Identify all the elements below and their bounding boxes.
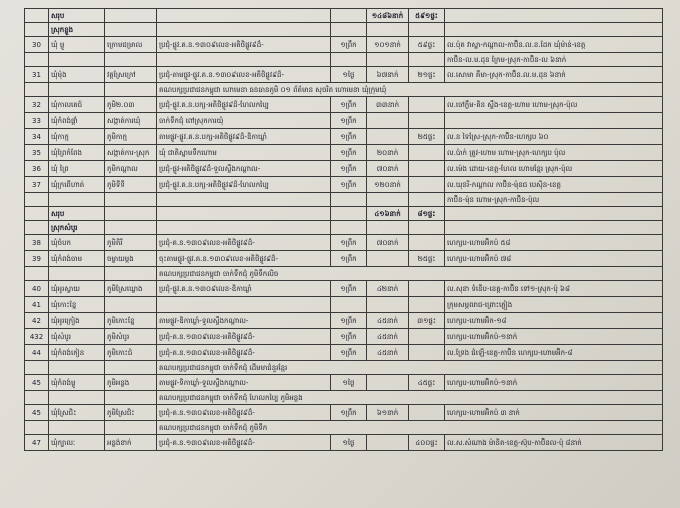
note-cell: ល.ប៉ុត វាស្នា-កណ្តាល-កាប៊ិន.ល.ខ.ដែក ឃុំម៉ាន់-ខេត្ត <box>445 37 663 53</box>
houses-cell <box>409 235 445 251</box>
table-row <box>25 361 663 375</box>
note-cell: ល.ប៉ាក់ ត្រូវ-ហោម ហោម-ស្រុក-ហេក្សប ប៉ុល <box>445 145 663 161</box>
note-cell: ល.ឃុនរី-កណ្តាល កាប៊ិន-ម៉ុនជ បេស៊ិន-ខេត្ត <box>445 177 663 193</box>
commune-cell: ឃុំ ម្លូ <box>49 37 105 53</box>
village-cell: ភូមិអន្លង <box>105 375 157 391</box>
time-cell: ១ព្រឹក <box>331 251 367 267</box>
table-row <box>25 375 663 391</box>
row-number: 33 <box>25 113 49 129</box>
section-summary-row <box>25 207 663 221</box>
row-number: 36 <box>25 161 49 177</box>
section-district: ស្រុកខ្លួង <box>49 23 105 37</box>
village-cell <box>105 297 157 313</box>
note-cell: ហេក្សប-ហោមអ៊ិកប៉-១នាក់ <box>445 329 663 345</box>
route-cell: ប្រជុំ-គ.ន.១៣០៩លេខ-អតិថិផ្លូវ៩ដ៏- <box>157 235 331 251</box>
merged-note-cell: គណបក្សប្រជាជនកម្ពុជា ចាក់ទឹកជុំ ដើមមាជំនួរខ្មែរ <box>157 361 663 375</box>
commune-cell: ឃុំចំបក <box>49 235 105 251</box>
commune-cell: ឃុំកំពង់ម្លូ <box>49 375 105 391</box>
section-label: សរុប <box>49 9 105 23</box>
houses-cell <box>409 329 445 345</box>
people-cell: ៧០នាក់ <box>367 161 409 177</box>
people-cell: ៤៥នាក់ <box>367 345 409 361</box>
village-cell: សង្កាត់ការឃុំ <box>105 113 157 129</box>
route-cell: តាមផ្លូវ-ឌិកាឃ្លាំ-ទួលស្ទឹងកណ្តាល- <box>157 313 331 329</box>
people-cell: ៤៥នាក់ <box>367 329 409 345</box>
row-number: 37 <box>25 177 49 193</box>
commune-cell <box>49 53 105 67</box>
row-number: 41 <box>25 297 49 313</box>
time-cell: ១ព្រឹក <box>331 145 367 161</box>
note-cell: ល.ម៉េង ដោយ-ខេត្ត-ហែល ហោមខ្មែរ ស្រុក-ប៉ុល <box>445 161 663 177</box>
people-cell: ៤២នាក់ <box>367 281 409 297</box>
time-cell: ១ថ្ងៃ <box>331 375 367 391</box>
route-cell: ចាក់ទឹកជុំ ពៅស្រុកការយុំ <box>157 113 331 129</box>
note-cell: ហេក្សប-ហោមអ៊ិកប៉ ៥៨ <box>445 235 663 251</box>
people-cell: ៧០នាក់ <box>367 235 409 251</box>
note-cell: ល.ស.សំណាង ម៉ានិត-ខេត្ត-ស៊ុប-កាប៊ិនល-ប៉ុ ៨នាក់ <box>445 435 663 451</box>
row-number: 38 <box>25 235 49 251</box>
commune-cell: ឃុំ ព្រៃ <box>49 161 105 177</box>
table-row <box>25 405 663 421</box>
row-number: 30 <box>25 37 49 53</box>
commune-cell: ឃុំម៉ុង <box>49 67 105 83</box>
commune-cell: ឃុំកាលតេជ៍ <box>49 97 105 113</box>
houses-cell: ២៥ផ្ទះ <box>409 129 445 145</box>
table-row <box>25 391 663 405</box>
time-cell: ១ព្រឹក <box>331 235 367 251</box>
table-row <box>25 97 663 113</box>
commune-cell: ឃុំព្រៃកំពែង <box>49 145 105 161</box>
row-number: 47 <box>25 435 49 451</box>
people-cell: ១២០នាក់ <box>367 177 409 193</box>
row-number: 432 <box>25 329 49 345</box>
village-cell: ក្រោមជម្រាល <box>105 37 157 53</box>
village-cell: ចម្ងាយម្តង <box>105 251 157 267</box>
note-cell: ហេក្សប-ហោមអ៊ិកប៉ ៧៨ <box>445 251 663 267</box>
village-cell: វត្តស្រែក្រៅ <box>105 67 157 83</box>
houses-cell: ៥៩ផ្ទះ <box>409 37 445 53</box>
houses-cell: ៤០០ផ្ទះ <box>409 435 445 451</box>
section-district: ស្រុកសំបូរ <box>49 221 105 235</box>
note-cell: ល.ន ទៃស្រែ-ស្រុក-កាប៊ិន-ហេក្សប ៦០ <box>445 129 663 145</box>
route-cell: តាមផ្លូវ-ផ្លូវ.គ.ន.បក្ស-អតិថិផ្លូវ៩ដ៏-ឌិកាឃ្លាំ <box>157 129 331 145</box>
note-cell: ក្រុមសម្ភពរាជ-ព្រោះភ្លៀង <box>445 297 663 313</box>
houses-cell: ៣១ផ្ទះ <box>409 313 445 329</box>
people-cell: ៤៥នាក់ <box>367 313 409 329</box>
row-number: 40 <box>25 281 49 297</box>
route-cell: ប្រជុំ-គ.ន.១៣០៩លេខ-អតិថិផ្លូវ៩ដ៏- <box>157 345 331 361</box>
route-cell: ប្រជុំ-ផ្លូវ.គ.ន.១៣០៩លេខ-អតិថិផ្លូវ៩ដ៏- <box>157 37 331 53</box>
houses-cell <box>409 345 445 361</box>
route-cell: ឃុំ ជាតិស្នាមទឹកហោម <box>157 145 331 161</box>
merged-note-cell: គណបក្សប្រជាជនកម្ពុជា ចាក់ទឹកជុំ ហែលកប្បៃ ភូមិអន្លង <box>157 391 663 405</box>
commune-cell: ឃុំកំពង់ផ្គាំ <box>49 113 105 129</box>
section-header-row <box>25 23 663 37</box>
table-row <box>25 345 663 361</box>
route-cell: ចុះតាមផ្លូវ-ផ្លូវ.គ.ន.១៣០៩លេខ-អតិថិផ្លូវ៩ដ៏- <box>157 251 331 267</box>
route-cell: ប្រជុំ-គ.ន.១៣០៩លេខ-អតិថិផ្លូវ៩ដ៏- <box>157 329 331 345</box>
village-cell: ភូមិទីទី <box>105 177 157 193</box>
houses-cell <box>409 113 445 129</box>
time-cell: ១ព្រឹក <box>331 281 367 297</box>
table-row <box>25 113 663 129</box>
commune-cell: ឃុំកោះខ្នែ <box>49 297 105 313</box>
route-cell: ប្រជុំ-ផ្លូវ.គ.ន.បក្ស-អតិថិផ្លូវ៩ដ៏-ហែលកប្បៃ <box>157 97 331 113</box>
people-cell: ៦៧នាក់ <box>367 67 409 83</box>
table-row <box>25 37 663 53</box>
table-row <box>25 53 663 67</box>
table-row <box>25 329 663 345</box>
row-number: 34 <box>25 129 49 145</box>
table-row <box>25 177 663 193</box>
people-cell <box>367 251 409 267</box>
village-cell: ភូមិកាក្ម <box>105 129 157 145</box>
commune-cell: ឃុំអូរក្រៀង <box>49 313 105 329</box>
table-row <box>25 435 663 451</box>
people-cell: ៦១នាក់ <box>367 405 409 421</box>
note-cell: ល.ទ្រែង ជំឡើ-ខេត្ត-កាប៊ិន ហេក្សប-ហោមអ៊ិក-៨ <box>445 345 663 361</box>
route-cell: ប្រជុំ-គ.ន.១៣០៩លេខ-អតិថិផ្លូវ៩ដ៏- <box>157 435 331 451</box>
people-cell <box>367 53 409 67</box>
note-cell: ហេក្សប-ហោមអ៊ិក-១៨ <box>445 313 663 329</box>
note-cell: ហេក្សប-ហោមអ៊ិកប៉ ៣ នាក់ <box>445 405 663 421</box>
time-cell: ១ព្រឹក <box>331 405 367 421</box>
merged-note-cell: គណបក្សប្រជាជនកម្ពុជា ចាក់ទឹកជុំ ភូមិទឹកលិច <box>157 267 663 281</box>
section-total-houses: ៨១ផ្ទះ <box>409 207 445 221</box>
row-number <box>25 53 49 67</box>
houses-cell: ២៥ផ្ទះ <box>409 251 445 267</box>
route-cell: ប្រជុំ-ផ្លូវ.គ.ន.បក្ស-អតិថិផ្លូវ៩ដ៏-ហែលកប្បៃ <box>157 177 331 193</box>
row-number: 42 <box>25 313 49 329</box>
note-cell: កាប៊ិន-ល.ម.ដុន ក្រែម-ស្រុក-កាប៊ិន-ល ៦នាក់ <box>445 53 663 67</box>
village-cell: ភូមិតិរី <box>105 235 157 251</box>
section-total-houses: ៥៩១ផ្ទះ <box>409 9 445 23</box>
note-cell: ល.សោមា គឹមា-ស្រុក-កាប៊ិន.ល.ម.ដុន ៦នាក់ <box>445 67 663 83</box>
note-cell: ហេក្សប-ហោមអ៊ិកប៉-១នាក់ <box>445 375 663 391</box>
table-row <box>25 297 663 313</box>
time-cell: ១ព្រឹក <box>331 37 367 53</box>
row-number: 31 <box>25 67 49 83</box>
commune-cell: ឃុំក្បាលៈ <box>49 435 105 451</box>
village-cell: ភូមិស្រែជិះ <box>105 405 157 421</box>
row-number: 39 <box>25 251 49 267</box>
time-cell: ១ព្រឹក <box>331 161 367 177</box>
route-cell <box>157 297 331 313</box>
table-row <box>25 235 663 251</box>
village-cell <box>105 53 157 67</box>
time-cell <box>331 297 367 313</box>
commune-cell: ឃុំកំពង់កៀន <box>49 345 105 361</box>
time-cell: ១ថ្ងៃ <box>331 67 367 83</box>
commune-cell: ឃុំក្រពើហាត់ <box>49 177 105 193</box>
houses-cell: ៤៥ផ្ទះ <box>409 375 445 391</box>
route-cell: ប្រជុំ-តាមផ្លូវ-ផ្លូវ.គ.ន.១៣០៩លេខ-អតិថិផ្លូវ៩ដ៏- <box>157 67 331 83</box>
houses-cell <box>409 297 445 313</box>
note-cell <box>445 113 663 129</box>
people-cell: ១០១នាក់ <box>367 37 409 53</box>
people-cell <box>367 297 409 313</box>
row-number: 45 <box>25 375 49 391</box>
table-row <box>25 161 663 177</box>
people-cell <box>367 375 409 391</box>
merged-note-cell: គណបក្សប្រជាជនកម្ពុជា ហោមេនា ធនធានភូមិ ០១ ព័ត៌មាន សុចរិត ហោមេនា ឃុំក្រុមឃុំ <box>157 83 663 97</box>
row-number: 32 <box>25 97 49 113</box>
table-row <box>25 129 663 145</box>
village-cell: ភូមិស្រែឃ្លោង <box>105 281 157 297</box>
table-row <box>25 251 663 267</box>
time-cell: ១ព្រឹក <box>331 313 367 329</box>
people-cell: ២០នាក់ <box>367 145 409 161</box>
time-cell: ១ព្រឹក <box>331 97 367 113</box>
village-cell: សង្កាត់ការ-ស្រុក <box>105 145 157 161</box>
time-cell: ១ព្រឹក <box>331 129 367 145</box>
village-cell: ភូមិកោះខ្នែ <box>105 313 157 329</box>
table-row <box>25 421 663 435</box>
houses-cell <box>409 177 445 193</box>
note-cell: កាប៊ិន-ម៉ុន ហោម-ស្រុក-កាប៊ិន-ប៉ុល <box>445 193 663 207</box>
people-cell <box>367 435 409 451</box>
section-label: សរុប <box>49 207 105 221</box>
route-cell: តាមផ្លូវ-ទិកាឃ្លាំ-ទួលស្ទឹងកណ្តាល- <box>157 375 331 391</box>
time-cell: ១ព្រឹក <box>331 345 367 361</box>
table-body <box>25 9 663 451</box>
merged-note-cell: គណបក្សប្រជាជនកម្ពុជា ចាក់ទឹកជុំ ភូមិទឹក <box>157 421 663 435</box>
time-cell: ១ព្រឹក <box>331 113 367 129</box>
route-cell: ប្រជុំ-ផ្លូវ-អតិថិផ្លូវ៩ដ៏-ទួលស្ទឹងកណ្តាល- <box>157 161 331 177</box>
commune-cell: ឃុំសំបូរ <box>49 329 105 345</box>
commune-cell: ឃុំកំពង់ចាម <box>49 251 105 267</box>
note-cell: ល.សុខា ទំនើប-ខេត្ត-កាប៊ិន ទៅ១-ស្រុក-ប៉ុ ៦៨ <box>445 281 663 297</box>
houses-cell <box>409 145 445 161</box>
people-cell: ៣៣នាក់ <box>367 97 409 113</box>
section-total-people: ១៤៨៦នាក់ <box>367 9 409 23</box>
section-header-row <box>25 221 663 235</box>
houses-cell <box>409 281 445 297</box>
time-cell <box>331 53 367 67</box>
village-cell: ភូមិ២.០៣ <box>105 97 157 113</box>
table-row <box>25 67 663 83</box>
houses-cell <box>409 405 445 421</box>
table-row <box>25 267 663 281</box>
time-cell: ១ព្រឹក <box>331 329 367 345</box>
commune-cell: ឃុំស្រែជិះ <box>49 405 105 421</box>
table-row <box>25 83 663 97</box>
houses-cell: ២១ផ្ទះ <box>409 67 445 83</box>
section-summary-row <box>25 9 663 23</box>
time-cell: ១ព្រឹក <box>331 177 367 193</box>
route-cell: ប្រជុំ-គ.ន.១៣០៩លេខ-អតិថិផ្លូវ៩ដ៏- <box>157 405 331 421</box>
row-number: 35 <box>25 145 49 161</box>
people-cell <box>367 129 409 145</box>
table-row <box>25 313 663 329</box>
time-cell: ១ថ្ងៃ <box>331 435 367 451</box>
commune-cell: ឃុំអូរស្វាយ <box>49 281 105 297</box>
route-cell: ប្រជុំ-ផ្លូវ.គ.ន.១៣០៩លេខ-ឌិកាឃ្លាំ <box>157 281 331 297</box>
report-table <box>24 8 663 451</box>
table-row <box>25 281 663 297</box>
commune-cell: ឃុំកាក្ម <box>49 129 105 145</box>
houses-cell <box>409 97 445 113</box>
note-cell: ល.ចៅក្លឹម-តិន ស្ទឹង-ខេត្ត-ហោម ហោម-ស្រុក-ប៉ុល <box>445 97 663 113</box>
houses-cell <box>409 53 445 67</box>
row-number: 44 <box>25 345 49 361</box>
village-cell: ភូមិកោះជំ <box>105 345 157 361</box>
row-number: 45 <box>25 405 49 421</box>
section-total-people: ៤១៦នាក់ <box>367 207 409 221</box>
route-cell <box>157 53 331 67</box>
people-cell <box>367 113 409 129</box>
table-row <box>25 145 663 161</box>
village-cell: ភូមិកណ្តាល <box>105 161 157 177</box>
village-cell: អន្លង់ខាក់ <box>105 435 157 451</box>
houses-cell <box>409 161 445 177</box>
village-cell: ភូមិសំបូរ <box>105 329 157 345</box>
table-row <box>25 193 663 207</box>
